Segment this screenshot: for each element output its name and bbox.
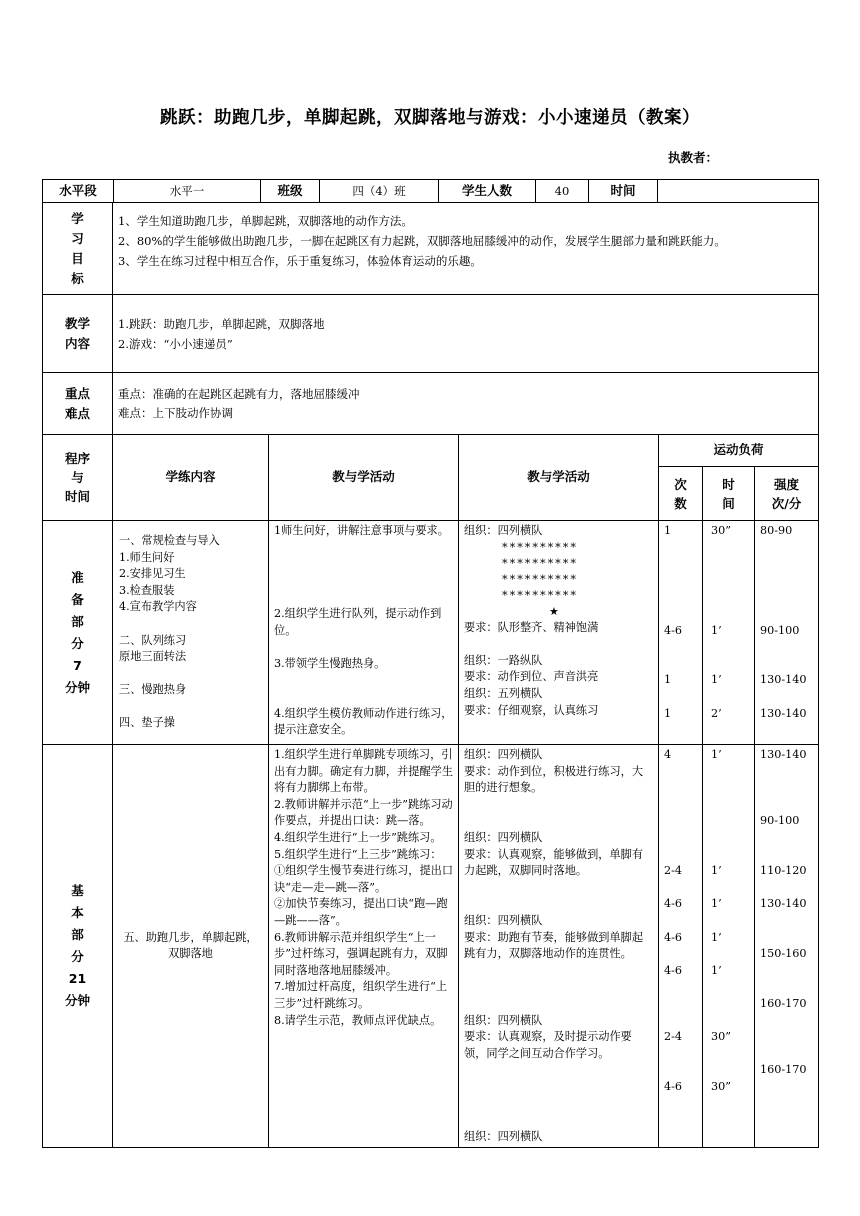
basic-label: 基 本 部 分 21 分钟 <box>43 745 113 1148</box>
prep-intensity: 80-90 90-100 130-140 130-140 <box>760 524 807 720</box>
class-label: 班级 <box>261 180 320 202</box>
keypoints-text: 重点：准确的在起跳区起跳有力，落地屈膝缓冲 难点：上下肢动作协调 <box>118 386 360 420</box>
basic-count: 4 2-4 4-6 4-6 4-6 2-4 4-6 <box>664 748 683 1093</box>
basic-org: 组织：四列横队 要求：动作到位，积极进行练习，大胆的进行想象。 组织：四列横队 要求：认真观察，能够做到，单脚有力起跳，双脚同时落地。 组织：四列横队 要求：助跑有节奏，能够做到单脚起跳有力，双脚落地动作的连贯性。 组织：四列横队 要求：认真观察，及时提示动作要领，同学之间互动合作学习。 组织：四列横队 <box>464 748 644 1143</box>
objectives-text: 1、学生知道助跑几步，单脚起跳，双脚落地的动作方法。 2、80%的学生能够做出助跑几步，一脚在起跳区有力起跳，双脚落地屈膝缓冲的动作，发展学生腿部力量和跳跃能力。 3、学生在练习过程中相互合作，乐于重复练习，体验体育运动的乐趣。 <box>118 214 726 268</box>
level-label: 水平段 <box>43 180 114 202</box>
header-practice: 学练内容 <box>113 435 269 521</box>
students-value: 40 <box>536 180 589 202</box>
prep-formation-stars: ********** ********** ********** ********** <box>502 540 578 602</box>
page-title: 跳跃：助跑几步，单脚起跳，双脚落地与游戏：小小速递员（教案） <box>160 108 700 128</box>
level-value: 水平一 <box>114 180 261 202</box>
basic-teach: 1.组织学生进行单脚跳专项练习，引出有力脚。确定有力脚，并提醒学生将有力脚绑上布带。 2.教师讲解并示范“上一步”跳练习动作要点，并提出口诀：跳—落。 4.组织学生进行“上一步”跳练习。 5.组织学生进行“上三步”跳练习： ①组织学生慢节奏进行练习，提出口诀“走—走—跳—落”。 ②加快节奏练习，提出口诀“跑—跑—跳——落”。 6.教师讲解示范并组织学生“上一步”过杆练习，强调起跳有力，双脚同时落地落地屈膝缓冲。 7.增加过杆高度，组织学生进行“上三步”过杆跳练习。 8.请学生示范，教师点评优缺点。 <box>274 748 454 1027</box>
prep-org-bottom: 要求：队形整齐、精神饱满 组织：一路纵队 要求：动作到位、声音洪亮 组织：五列横队 要求：仔细观察，认真练习 <box>464 620 599 717</box>
time-label: 时间 <box>589 180 658 202</box>
teacher-label: 执教者： <box>668 150 719 165</box>
basic-practice: 五、助跑几步，单脚起跳， 双脚落地 <box>123 930 258 961</box>
time-value <box>658 180 818 202</box>
header-load: 运动负荷 <box>659 435 819 467</box>
teacher-star-icon: ★ <box>548 604 560 618</box>
content-label: 教学 内容 <box>43 295 113 373</box>
prep-teach: 1师生问好，讲解注意事项与要求。 2.组织学生进行队列，提示动作到位。 3.带领学生慢跑热身。 4.组织学生模仿教师动作进行练习，提示注意安全。 <box>274 524 453 737</box>
class-value: 四（4）班 <box>320 180 439 202</box>
prep-label: 准 备 部 分 7 分钟 <box>43 521 113 745</box>
info-row <box>43 180 818 202</box>
lesson-plan-table <box>42 179 819 1148</box>
prep-practice: 一、常规检查与导入 1.师生问好 2.安排见习生 3.检查服装 4.宣布教学内容 二、队列练习 原地三面转法 三、慢跑热身 四、垫子操 <box>119 533 220 730</box>
header-procedure: 程序 与 时间 <box>43 435 113 521</box>
content-text: 1.跳跃：助跑几步，单脚起跳，双脚落地 2.游戏：“小小速递员” <box>118 316 325 351</box>
basic-intensity: 130-140 90-100 110-120 130-140 150-160 160-170 160-170 <box>760 748 807 1077</box>
prep-org-top: 组织：四列横队 <box>464 524 543 537</box>
students-label: 学生人数 <box>439 180 536 202</box>
prep-time: 30” 1’ 1’ 2’ <box>711 524 731 720</box>
header-intensity: 强度 次/分 <box>755 467 819 521</box>
basic-time: 1’ 1’ 1’ 1’ 1’ 30” 30” <box>711 748 731 1093</box>
header-activity-2: 教与学活动 <box>459 435 659 521</box>
prep-count: 1 4-6 1 1 <box>664 524 683 720</box>
header-time: 时 间 <box>703 467 755 521</box>
header-activity-1: 教与学活动 <box>269 435 459 521</box>
header-count: 次 数 <box>659 467 703 521</box>
keypoints-label: 重点 难点 <box>43 373 113 435</box>
objectives-label: 学 习 目 标 <box>43 203 113 295</box>
